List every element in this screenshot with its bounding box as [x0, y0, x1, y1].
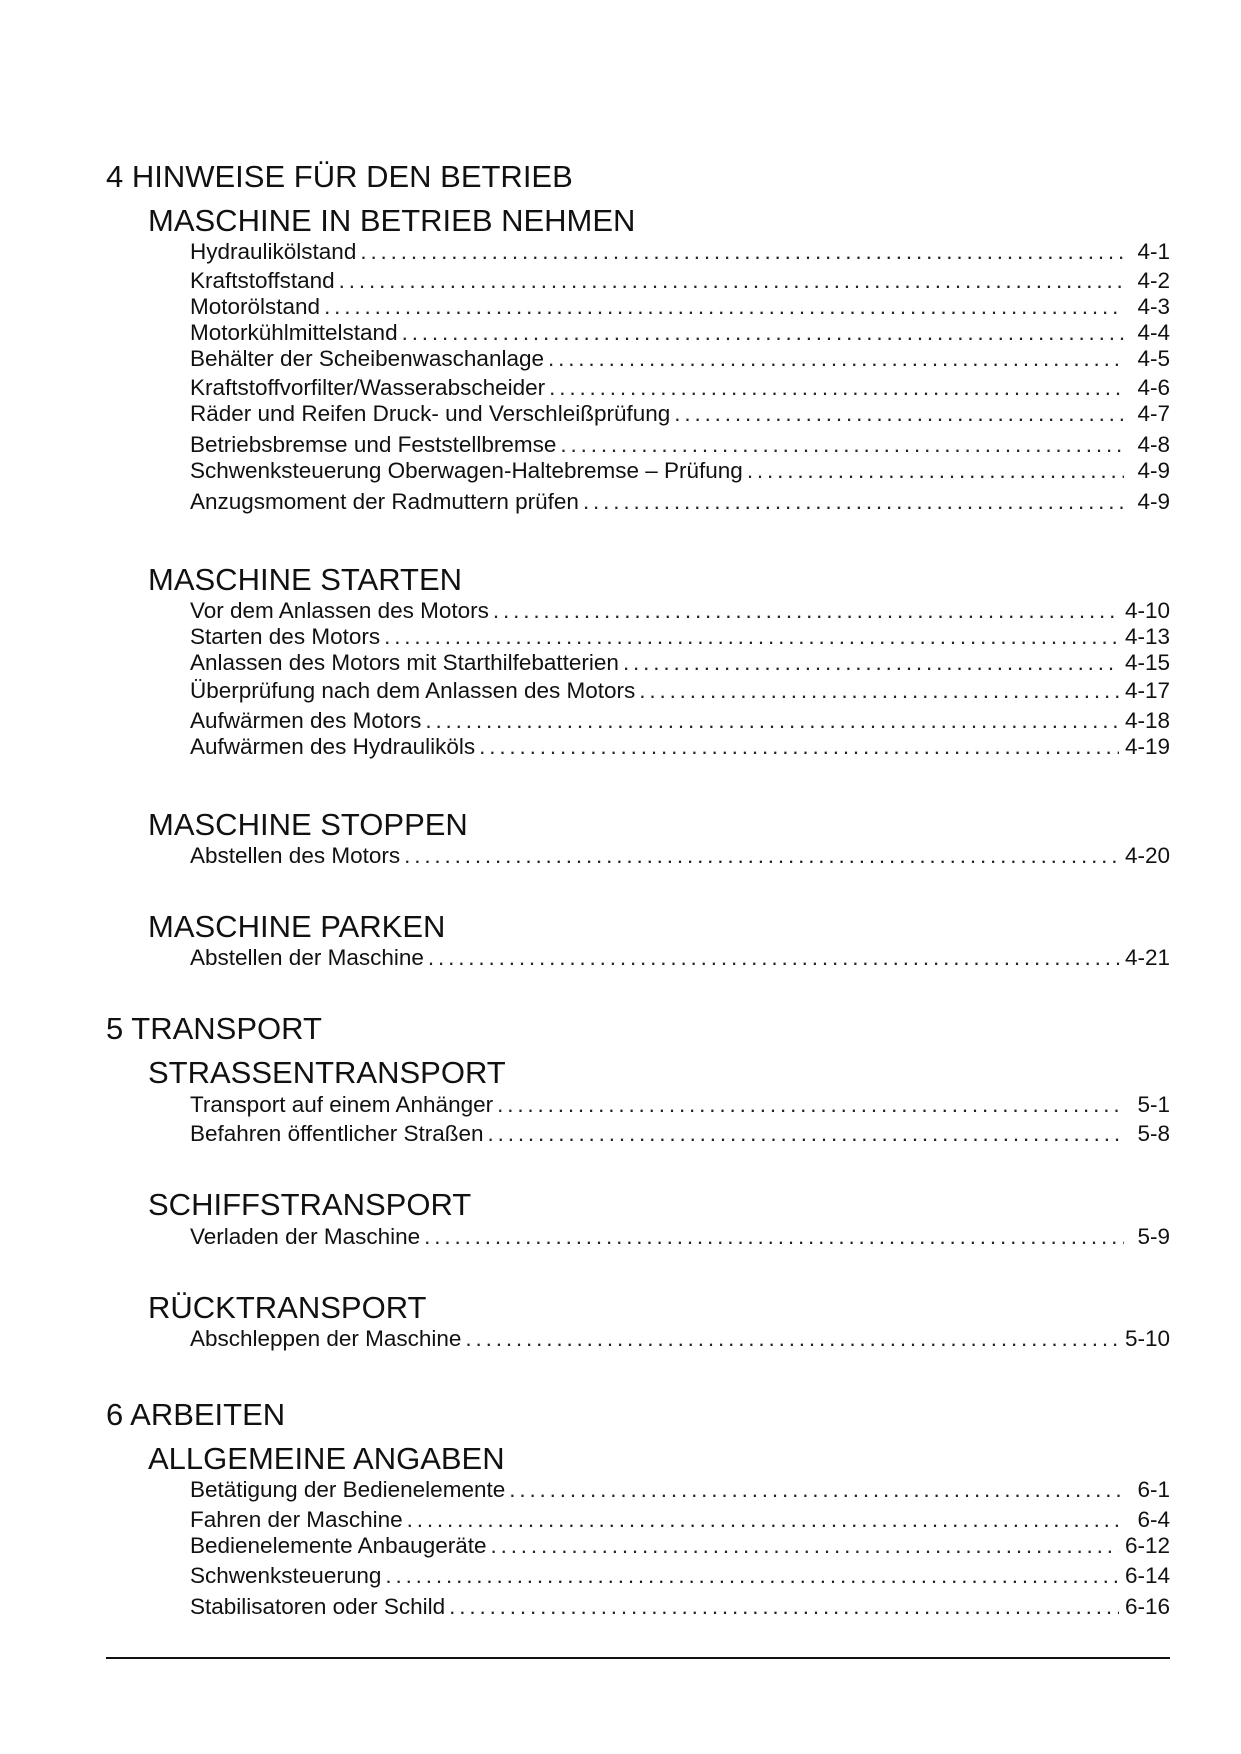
toc-entry-page: 4-6	[1137, 375, 1170, 400]
toc-entry[interactable]	[190, 734, 1170, 760]
dot-leader	[425, 708, 1119, 734]
dot-leader	[402, 320, 1124, 346]
dot-leader	[509, 1477, 1124, 1503]
section-heading: MASCHINE PARKEN	[148, 909, 446, 944]
toc-entry-page: 4-1	[1137, 239, 1170, 264]
toc-entry-label: Aufwärmen des Motors	[190, 708, 422, 733]
section-heading: MASCHINE IN BETRIEB NEHMEN	[148, 203, 636, 238]
toc-entry-label: Anzugsmoment der Radmuttern prüfen	[190, 489, 579, 514]
toc-entry-label: Abstellen des Motors	[190, 843, 401, 868]
dot-leader	[324, 294, 1124, 320]
toc-entry[interactable]	[190, 294, 1170, 320]
toc-entry-page: 5-10	[1124, 1326, 1170, 1351]
toc-entry-label: Stabilisatoren oder Schild	[190, 1594, 446, 1619]
toc-entry-page: 4-3	[1137, 294, 1170, 319]
dot-leader	[360, 239, 1124, 265]
dot-leader	[747, 458, 1124, 484]
toc-entry-page: 5-1	[1137, 1092, 1170, 1117]
toc-entry-label: Schwenksteuerung Oberwagen-Haltebremse – Prüfung	[190, 458, 743, 483]
toc-entry-page: 4-15	[1124, 650, 1170, 675]
toc-entry-page: 4-20	[1124, 843, 1170, 868]
dot-leader	[497, 1092, 1124, 1118]
toc-entry[interactable]	[190, 375, 1170, 401]
toc-entry-label: Betriebsbremse und Feststellbremse	[190, 432, 557, 457]
dot-leader	[404, 843, 1119, 869]
dot-leader	[674, 401, 1124, 427]
toc-entry-page: 4-13	[1124, 624, 1170, 649]
dot-leader	[639, 678, 1119, 704]
dot-leader	[493, 598, 1119, 624]
toc-entry[interactable]	[190, 458, 1170, 484]
toc-entry-label: Betätigung der Bedienelemente	[190, 1477, 506, 1502]
toc-entry[interactable]	[190, 239, 1170, 265]
toc-entry-page: 6-1	[1137, 1477, 1170, 1502]
dot-leader	[339, 268, 1124, 294]
toc-entry-label: Motorölstand	[190, 294, 321, 319]
chapter-heading: 4 HINWEISE FÜR DEN BETRIEB	[106, 159, 573, 194]
toc-entry-label: Bedienelemente Anbaugeräte	[190, 1533, 487, 1558]
section-heading: RÜCKTRANSPORT	[148, 1290, 427, 1325]
toc-entry-label: Abstellen der Maschine	[190, 945, 424, 970]
dot-leader	[549, 375, 1124, 401]
toc-entry-label: Räder und Reifen Druck- und Verschleißprüfung	[190, 401, 671, 426]
dot-leader	[488, 1121, 1124, 1147]
dot-leader	[560, 432, 1124, 458]
toc-entry[interactable]	[190, 650, 1170, 676]
dot-leader	[424, 1224, 1124, 1250]
toc-entry[interactable]	[190, 624, 1170, 650]
toc-entry[interactable]	[190, 678, 1170, 704]
toc-entry-label: Aufwärmen des Hydrauliköls	[190, 734, 476, 759]
toc-entry-page: 6-16	[1124, 1594, 1170, 1619]
dot-leader	[449, 1594, 1119, 1620]
toc-entry-label: Kraftstoffstand	[190, 268, 335, 293]
section-heading: MASCHINE STARTEN	[148, 562, 463, 597]
toc-entry[interactable]	[190, 1326, 1170, 1352]
dot-leader	[548, 346, 1124, 372]
toc-entry-page: 6-4	[1137, 1507, 1170, 1532]
toc-entry-page: 5-8	[1137, 1121, 1170, 1146]
dot-leader	[583, 489, 1124, 515]
toc-entry-label: Starten des Motors	[190, 624, 381, 649]
toc-entry-label: Überprüfung nach dem Anlassen des Motors	[190, 678, 636, 703]
dot-leader	[384, 624, 1119, 650]
toc-entry-page: 4-19	[1124, 734, 1170, 759]
toc-entry-page: 5-9	[1137, 1224, 1170, 1249]
toc-entry[interactable]	[190, 1224, 1170, 1250]
toc-entry-label: Fahren der Maschine	[190, 1507, 403, 1532]
dot-leader	[465, 1326, 1119, 1352]
toc-entry[interactable]	[190, 432, 1170, 458]
toc-entry-page: 4-5	[1137, 346, 1170, 371]
dot-leader	[385, 1563, 1119, 1589]
toc-entry-label: Abschleppen der Maschine	[190, 1326, 462, 1351]
chapter-heading: 6 ARBEITEN	[106, 1397, 286, 1432]
section-heading: ALLGEMEINE ANGABEN	[148, 1441, 505, 1476]
toc-entry[interactable]	[190, 598, 1170, 624]
section-heading: SCHIFFSTRANSPORT	[148, 1187, 472, 1222]
toc-entry-label: Hydraulikölstand	[190, 239, 357, 264]
toc-entry-page: 4-9	[1137, 489, 1170, 514]
section-heading: STRASSENTRANSPORT	[148, 1055, 506, 1090]
toc-entry-label: Verladen der Maschine	[190, 1224, 421, 1249]
toc-entry-page: 4-21	[1124, 945, 1170, 970]
toc-entry-label: Motorkühlmittelstand	[190, 320, 398, 345]
toc-entry[interactable]	[190, 268, 1170, 294]
toc-entry-page: 4-4	[1137, 320, 1170, 345]
toc-entry-page: 4-7	[1137, 401, 1170, 426]
footer-rule	[106, 1657, 1170, 1659]
toc-entry-page: 4-10	[1124, 598, 1170, 623]
toc-entry[interactable]	[190, 1477, 1170, 1503]
toc-entry[interactable]	[190, 489, 1170, 515]
toc-entry[interactable]	[190, 945, 1170, 971]
section-heading: MASCHINE STOPPEN	[148, 807, 468, 842]
toc-entry-page: 4-9	[1137, 458, 1170, 483]
toc-entry-label: Kraftstoffvorfilter/Wasserabscheider	[190, 375, 546, 400]
toc-entry[interactable]	[190, 346, 1170, 372]
chapter-heading: 5 TRANSPORT	[106, 1011, 322, 1046]
toc-entry-label: Schwenksteuerung	[190, 1563, 382, 1588]
toc-entry-page: 4-18	[1124, 708, 1170, 733]
dot-leader	[407, 1507, 1124, 1533]
dot-leader	[623, 650, 1119, 676]
toc-entry-page: 4-17	[1124, 678, 1170, 703]
toc-entry[interactable]	[190, 1092, 1170, 1118]
dot-leader	[491, 1533, 1119, 1559]
dot-leader	[428, 945, 1119, 971]
toc-entry[interactable]	[190, 1563, 1170, 1589]
toc-entry-page: 6-14	[1124, 1563, 1170, 1588]
toc-entry[interactable]	[190, 1594, 1170, 1620]
toc-entry-page: 4-2	[1137, 268, 1170, 293]
toc-entry[interactable]	[190, 320, 1170, 346]
dot-leader	[479, 734, 1119, 760]
toc-entry[interactable]	[190, 1507, 1170, 1533]
toc-entry-label: Transport auf einem Anhänger	[190, 1092, 494, 1117]
toc-entry-label: Anlassen des Motors mit Starthilfebatterien	[190, 650, 619, 675]
toc-entry[interactable]	[190, 401, 1170, 427]
toc-entry-page: 6-12	[1124, 1533, 1170, 1558]
toc-entry-page: 4-8	[1137, 432, 1170, 457]
toc-entry-label: Befahren öffentlicher Straßen	[190, 1121, 484, 1146]
toc-entry-label: Vor dem Anlassen des Motors	[190, 598, 489, 623]
toc-entry[interactable]	[190, 843, 1170, 869]
toc-entry[interactable]	[190, 1121, 1170, 1147]
toc-entry[interactable]	[190, 708, 1170, 734]
toc-entry-label: Behälter der Scheibenwaschanlage	[190, 346, 544, 371]
toc-entry[interactable]	[190, 1533, 1170, 1559]
